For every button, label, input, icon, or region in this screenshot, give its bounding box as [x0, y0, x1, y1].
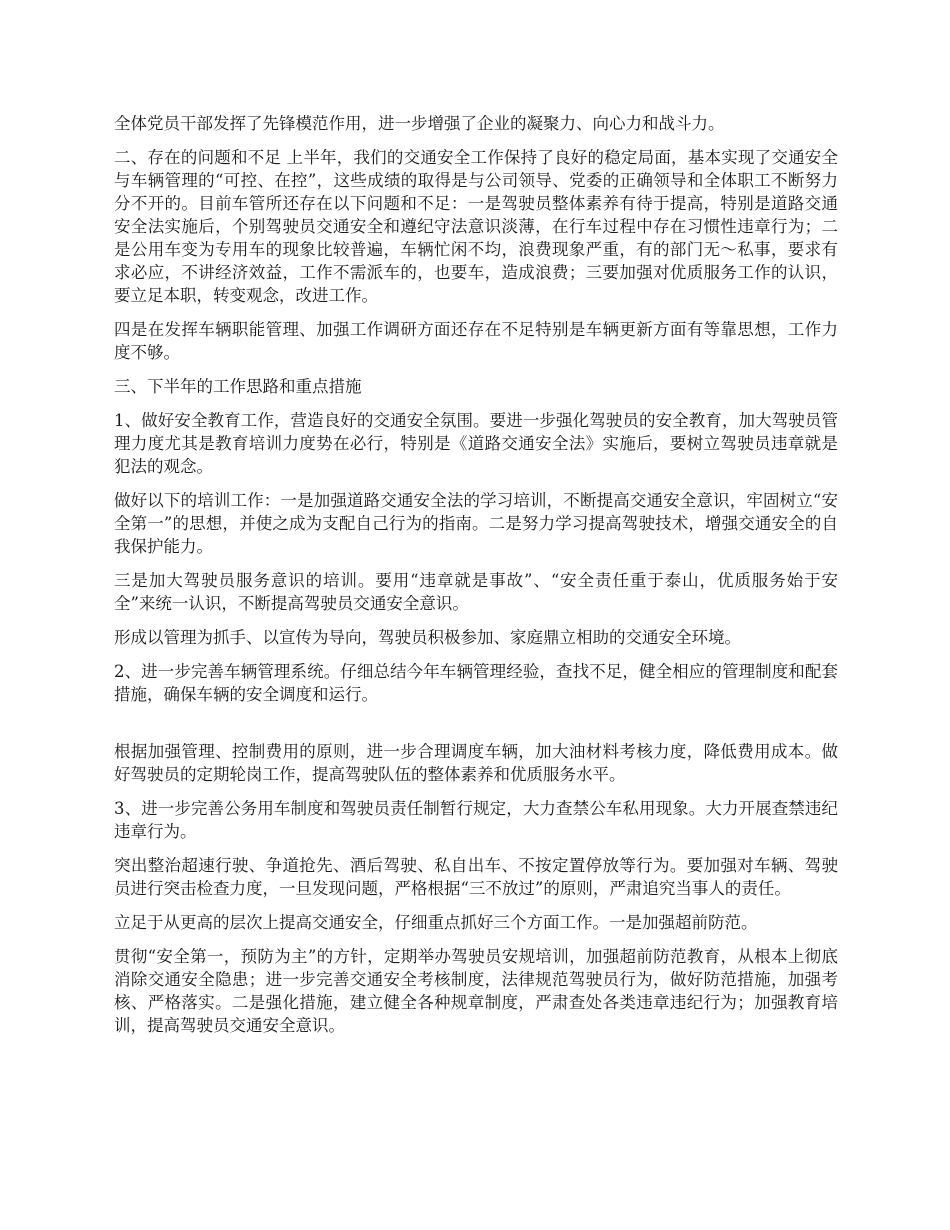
paragraph-3: 四是在发挥车辆职能管理、加强工作调研方面还存在不足特别是车辆更新方面有等靠思想，工作力度不够。	[114, 320, 838, 362]
paragraph-2: 二、存在的问题和不足 上半年，我们的交通安全工作保持了良好的稳定局面，基本实现了交通安全与车辆管理的“可控、在控”，这些成绩的取得是与公司领导、党委的正确领导和全体职工不断努力分不开的。目前车管所还存在以下问题和不足：一是驾驶员整体素养有待于提高，特别是道路交通安全法实施后，个别驾驶员交通安全和遵纪守法意识淡薄，在行车过程中存在习惯性违章行为；二是公用车变为专用车的现象比较普遍，车辆忙闲不均，浪费现象严重，有的部门无～私事，要求有求必应，不讲经济效益，工作不需派车的，也要车，造成浪费；三要加强对优质服务工作的认识，要立足本职，转变观念，改进工作。	[114, 148, 838, 305]
paragraph-13: 立足于从更高的层次上提高交通安全，仔细重点抓好三个方面工作。一是加强超前防范。	[114, 913, 758, 932]
paragraph-10: 根据加强管理、控制费用的原则，进一步合理调度车辆，加大油材料考核力度，降低费用成本。做好驾驶员的定期轮岗工作，提高驾驶队伍的整体素养和优质服务水平。	[114, 742, 838, 784]
paragraph-9: 2、进一步完善车辆管理系统。仔细总结今年车辆管理经验，查找不足，健全相应的管理制度和配套措施，确保车辆的安全调度和运行。	[114, 662, 838, 704]
paragraph-14: 贯彻“安全第一，预防为主”的方针，定期举办驾驶员安规培训，加强超前防范教育，从根本上彻底消除交通安全隐患；进一步完善交通安全考核制度，法律规范驾驶员行为，做好防范措施，加强考核、严格落实。二是强化措施，建立健全各种规章制度，严肃查处各类违章违纪行为；加强教育培训，提高驾驶员交通安全意识。	[114, 947, 838, 1035]
paragraph-5: 1、做好安全教育工作，营造良好的交通安全氛围。要进一步强化驾驶员的安全教育，加大驾驶员管理力度尤其是教育培训力度势在必行，特别是《道路交通安全法》实施后，要树立驾驶员违章就是犯法的观念。	[114, 411, 838, 476]
paragraph-8: 形成以管理为抓手、以宣传为导向，驾驶员积极参加、家庭鼎立相助的交通安全环境。	[114, 628, 741, 647]
section-heading-3: 三、下半年的工作思路和重点措施	[114, 377, 362, 396]
paragraph-6: 做好以下的培训工作：一是加强道路交通安全法的学习培训，不断提高交通安全意识，牢固树立“安全第一”的思想，并使之成为支配自己行为的指南。二是努力学习提高驾驶技术，增强交通安全的自我保护能力。	[114, 491, 838, 556]
paragraph-1: 全体党员干部发挥了先锋模范作用，进一步增强了企业的凝聚力、向心力和战斗力。	[114, 114, 725, 133]
document-body	[114, 112, 838, 1048]
paragraph-11: 3、进一步完善公务用车制度和驾驶员责任制暂行规定，大力查禁公车私用现象。大力开展查禁违纪违章行为。	[114, 799, 838, 841]
paragraph-12: 突出整治超速行驶、争道抢先、酒后驾驶、私自出车、不按定置停放等行为。要加强对车辆、驾驶员进行突击检查力度，一旦发现问题，严格根据“三不放过”的原则，严肃追究当事人的责任。	[114, 856, 838, 898]
paragraph-7: 三是加大驾驶员服务意识的培训。要用“违章就是事故”、“安全责任重于泰山，优质服务始于安全”来统一认识，不断提高驾驶员交通安全意识。	[114, 571, 838, 613]
